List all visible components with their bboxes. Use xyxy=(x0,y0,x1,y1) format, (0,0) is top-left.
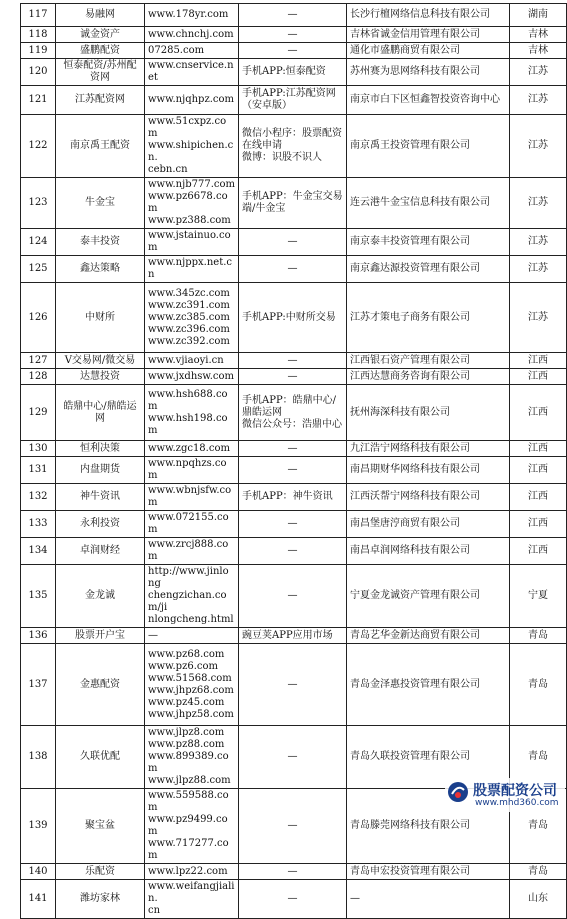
app-info: 手机APP：皓鼎中心/鼎皓运网 微信公众号：浩鼎中心 xyxy=(239,385,347,441)
platform-name: 乐配资 xyxy=(56,864,145,880)
company-name: 南京泰丰投资管理有限公司 xyxy=(347,229,510,256)
table-row xyxy=(21,353,567,369)
website: — xyxy=(145,628,239,644)
table-row xyxy=(21,256,567,283)
province: 江西 xyxy=(510,441,567,457)
website: http://www.jinlong chengzichan.com/ji nlongcheng.html xyxy=(145,565,239,628)
row-number: 128 xyxy=(21,369,56,385)
province: 青岛 xyxy=(510,726,567,789)
company-name: 通化市盛鹏商贸有限公司 xyxy=(347,43,510,59)
website: www.jlpz8.com www.pz88.com www.899389.com www.jlpz88.com xyxy=(145,726,239,789)
company-name: 南昌期财华网络科技有限公司 xyxy=(347,457,510,484)
app-info: — xyxy=(239,441,347,457)
platform-name: 恒利决策 xyxy=(56,441,145,457)
company-name: 九江浩宁网络科技有限公司 xyxy=(347,441,510,457)
company-name: 江西沃帮宁网络科技有限公司 xyxy=(347,484,510,511)
website: www.npqhzs.com xyxy=(145,457,239,484)
table-row xyxy=(21,484,567,511)
row-number: 140 xyxy=(21,864,56,880)
company-name: 南京禹王投资管理有限公司 xyxy=(347,115,510,178)
row-number: 118 xyxy=(21,27,56,43)
table-row xyxy=(21,229,567,256)
platform-name: 股票开户宝 xyxy=(56,628,145,644)
province: 江苏 xyxy=(510,283,567,353)
app-info: — xyxy=(239,864,347,880)
website: www.51cxpz.com www.shipichen.cn. cebn.cn xyxy=(145,115,239,178)
row-number: 117 xyxy=(21,4,56,27)
row-number: 135 xyxy=(21,565,56,628)
row-number: 132 xyxy=(21,484,56,511)
website: www.559588.com www.pz9499.com www.717277.com xyxy=(145,789,239,864)
company-name: 南昌卓润网络科技有限公司 xyxy=(347,538,510,565)
table-row xyxy=(21,644,567,726)
platform-name: 牛金宝 xyxy=(56,178,145,229)
platform-name: 南京禹王配资 xyxy=(56,115,145,178)
table-row xyxy=(21,283,567,353)
app-info: — xyxy=(239,256,347,283)
app-info: — xyxy=(239,538,347,565)
app-info: — xyxy=(239,565,347,628)
website: www.zgc18.com xyxy=(145,441,239,457)
app-info: 手机APP：神牛资讯 xyxy=(239,484,347,511)
province: 江西 xyxy=(510,385,567,441)
website: www.chnchj.com xyxy=(145,27,239,43)
app-info: — xyxy=(239,43,347,59)
row-number: 130 xyxy=(21,441,56,457)
website: www.weifangjialin. cn xyxy=(145,880,239,919)
platform-name: 永利投资 xyxy=(56,511,145,538)
app-info: — xyxy=(239,369,347,385)
company-name: — xyxy=(347,880,510,919)
website: www.zrcj888.com xyxy=(145,538,239,565)
app-info: — xyxy=(239,880,347,919)
row-number: 119 xyxy=(21,43,56,59)
company-name: 南京鑫达源投资管理有限公司 xyxy=(347,256,510,283)
website: www.178yr.com xyxy=(145,4,239,27)
province: 江西 xyxy=(510,484,567,511)
province: 青岛 xyxy=(510,789,567,864)
website: www.pz68.com www.pz6.com www.51568.com www.jhpz68.com www.pz45.com www.jhpz58.com xyxy=(145,644,239,726)
table-row xyxy=(21,86,567,115)
company-name: 南京市白下区恒鑫智投资咨询中心 xyxy=(347,86,510,115)
platform-name: 金惠配资 xyxy=(56,644,145,726)
province: 江西 xyxy=(510,457,567,484)
app-info: — xyxy=(239,789,347,864)
province: 江苏 xyxy=(510,229,567,256)
platform-name: 皓鼎中心/鼎皓运网 xyxy=(56,385,145,441)
province: 湖南 xyxy=(510,4,567,27)
row-number: 120 xyxy=(21,59,56,86)
company-name: 连云港牛金宝信息科技有限公司 xyxy=(347,178,510,229)
app-info: 手机APP:江苏配资网（安卓版） xyxy=(239,86,347,115)
row-number: 121 xyxy=(21,86,56,115)
app-info: 手机APP：牛金宝交易端/牛金宝 xyxy=(239,178,347,229)
platform-name: 易融网 xyxy=(56,4,145,27)
app-info: 手机APP:中财所交易 xyxy=(239,283,347,353)
table-row xyxy=(21,441,567,457)
table-row xyxy=(21,27,567,43)
province: 江苏 xyxy=(510,256,567,283)
row-number: 126 xyxy=(21,283,56,353)
company-name: 青岛申宏投资管理有限公司 xyxy=(347,864,510,880)
platform-name: V交易网/微交易 xyxy=(56,353,145,369)
province: 青岛 xyxy=(510,864,567,880)
website: www.cnservice.net xyxy=(145,59,239,86)
company-name: 吉林省诚金信用管理有限公司 xyxy=(347,27,510,43)
table-row xyxy=(21,43,567,59)
platform-name: 内盘期货 xyxy=(56,457,145,484)
company-name: 江苏才策电子商务有限公司 xyxy=(347,283,510,353)
website: www.njqhpz.com xyxy=(145,86,239,115)
platform-name: 诚金资产 xyxy=(56,27,145,43)
company-name: 青岛滕莞网络科技有限公司 xyxy=(347,789,510,864)
website: www.345zc.com www.zc391.com www.zc385.com www.zc396.com www.zc392.com xyxy=(145,283,239,353)
watermark-url: www.mhd360.com xyxy=(475,798,559,808)
province: 江苏 xyxy=(510,86,567,115)
table-row xyxy=(21,457,567,484)
province: 江西 xyxy=(510,538,567,565)
table-row xyxy=(21,864,567,880)
platform-name: 中财所 xyxy=(56,283,145,353)
platform-name: 卓润财经 xyxy=(56,538,145,565)
company-name: 青岛久联投资管理有限公司 xyxy=(347,726,510,789)
province: 江苏 xyxy=(510,178,567,229)
table-row xyxy=(21,628,567,644)
app-info: — xyxy=(239,27,347,43)
company-name: 青岛金泽惠投资管理有限公司 xyxy=(347,644,510,726)
row-number: 129 xyxy=(21,385,56,441)
website: www.jxdhsw.com xyxy=(145,369,239,385)
company-name: 宁夏金龙诚资产管理有限公司 xyxy=(347,565,510,628)
table-row xyxy=(21,565,567,628)
website: www.wbnjsfw.com xyxy=(145,484,239,511)
row-number: 124 xyxy=(21,229,56,256)
table-row xyxy=(21,115,567,178)
app-info: — xyxy=(239,726,347,789)
platform-name: 盛鹏配资 xyxy=(56,43,145,59)
watermark xyxy=(445,778,565,812)
company-name: 苏州赛为思网络科技有限公司 xyxy=(347,59,510,86)
province: 山东 xyxy=(510,880,567,919)
province: 吉林 xyxy=(510,27,567,43)
province: 江西 xyxy=(510,369,567,385)
province: 江西 xyxy=(510,353,567,369)
app-info: — xyxy=(239,457,347,484)
row-number: 125 xyxy=(21,256,56,283)
app-info: 手机APP:恒泰配资 xyxy=(239,59,347,86)
province: 吉林 xyxy=(510,43,567,59)
row-number: 122 xyxy=(21,115,56,178)
table-row xyxy=(21,538,567,565)
row-number: 136 xyxy=(21,628,56,644)
app-info: 微信小程序：股票配资在线申请 微博：识股不识人 xyxy=(239,115,347,178)
table-row xyxy=(21,4,567,27)
platform-name: 泰丰投资 xyxy=(56,229,145,256)
row-number: 138 xyxy=(21,726,56,789)
row-number: 137 xyxy=(21,644,56,726)
company-name: 江西达慧商务咨询有限公司 xyxy=(347,369,510,385)
row-number: 139 xyxy=(21,789,56,864)
app-info: — xyxy=(239,644,347,726)
company-name: 抚州海深科技有限公司 xyxy=(347,385,510,441)
website: www.jstainuo.com xyxy=(145,229,239,256)
platform-name: 恒泰配资/苏州配资网 xyxy=(56,59,145,86)
website: 07285.com xyxy=(145,43,239,59)
row-number: 123 xyxy=(21,178,56,229)
website: www.hsh688.com www.hsh198.com xyxy=(145,385,239,441)
table-row xyxy=(21,178,567,229)
platform-name: 潍坊家林 xyxy=(56,880,145,919)
company-name: 青岛艺华金新达商贸有限公司 xyxy=(347,628,510,644)
row-number: 127 xyxy=(21,353,56,369)
app-info: — xyxy=(239,353,347,369)
website: www.njb777.com www.pz6678.com www.pz388.com xyxy=(145,178,239,229)
app-info: — xyxy=(239,511,347,538)
province: 江苏 xyxy=(510,115,567,178)
platform-name: 江苏配资网 xyxy=(56,86,145,115)
platform-name: 神牛资讯 xyxy=(56,484,145,511)
table-row xyxy=(21,511,567,538)
company-name: 南昌堡唐涥商贸有限公司 xyxy=(347,511,510,538)
app-info: — xyxy=(239,229,347,256)
table-row xyxy=(21,59,567,86)
platform-name: 久联优配 xyxy=(56,726,145,789)
website: www.vjiaoyi.cn xyxy=(145,353,239,369)
website: www.072155.com xyxy=(145,511,239,538)
platform-name: 金龙诚 xyxy=(56,565,145,628)
province: 宁夏 xyxy=(510,565,567,628)
province: 江苏 xyxy=(510,59,567,86)
province: 青岛 xyxy=(510,628,567,644)
province: 青岛 xyxy=(510,644,567,726)
row-number: 133 xyxy=(21,511,56,538)
circle-logo-icon xyxy=(447,781,469,803)
company-name: 长沙行檀网络信息科技有限公司 xyxy=(347,4,510,27)
platform-name: 聚宝盆 xyxy=(56,789,145,864)
watermark-title: 股票配资公司 xyxy=(473,783,557,799)
platform-name: 达慧投资 xyxy=(56,369,145,385)
company-name: 江西银石资产管理有限公司 xyxy=(347,353,510,369)
platform-name: 鑫达策略 xyxy=(56,256,145,283)
row-number: 134 xyxy=(21,538,56,565)
app-info: — xyxy=(239,4,347,27)
table-row xyxy=(21,385,567,441)
table-row xyxy=(21,369,567,385)
province: 江西 xyxy=(510,511,567,538)
website: www.lpz22.com xyxy=(145,864,239,880)
website: www.njppx.net.cn xyxy=(145,256,239,283)
table-row xyxy=(21,880,567,919)
row-number: 131 xyxy=(21,457,56,484)
app-info: 豌豆荚APP应用市场 xyxy=(239,628,347,644)
row-number: 141 xyxy=(21,880,56,919)
